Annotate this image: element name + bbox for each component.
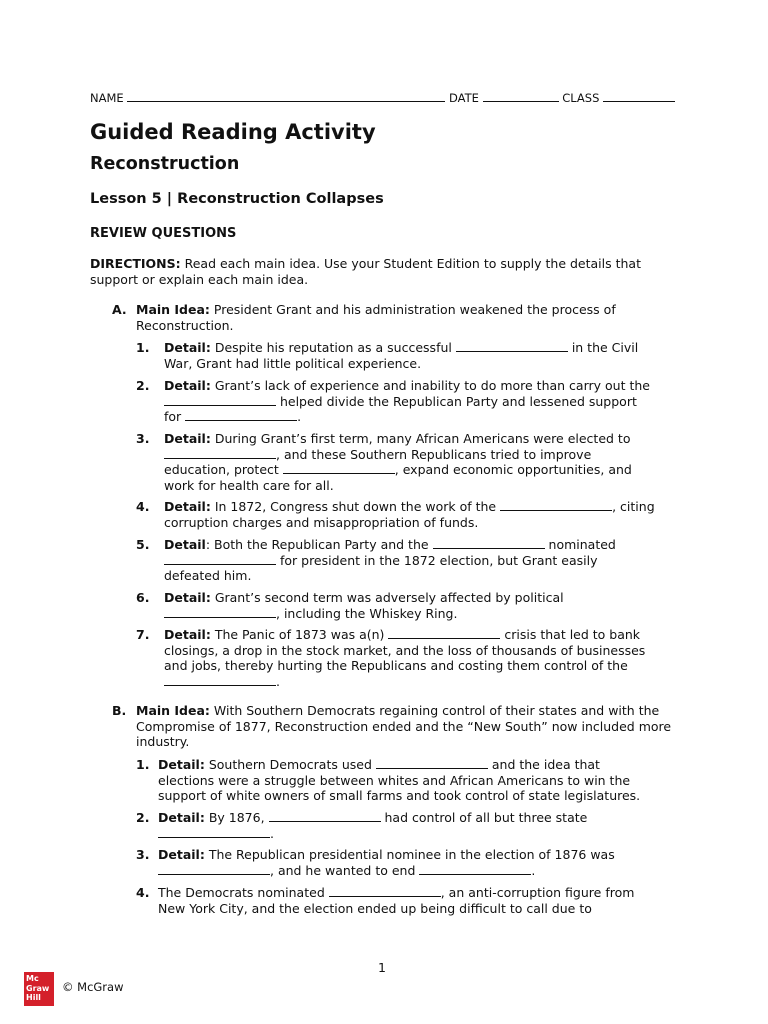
detail-label: Detail bbox=[164, 537, 206, 552]
detail-number: 2. bbox=[136, 810, 150, 825]
section-heading: REVIEW QUESTIONS bbox=[90, 226, 237, 241]
detail-b3 bbox=[136, 847, 656, 878]
detail-label: Detail: bbox=[164, 627, 211, 642]
name-field[interactable] bbox=[127, 91, 445, 102]
answer-blank[interactable] bbox=[164, 554, 276, 565]
detail-text: , citing corruption charges and misappropriation of funds. bbox=[164, 499, 655, 530]
detail-b2 bbox=[136, 810, 656, 841]
answer-blank[interactable] bbox=[388, 628, 500, 639]
main-idea-b bbox=[112, 703, 682, 750]
detail-b4 bbox=[136, 885, 656, 916]
detail-b1 bbox=[136, 757, 656, 804]
detail-label: Detail: bbox=[158, 847, 205, 862]
directions bbox=[90, 256, 680, 287]
answer-blank[interactable] bbox=[283, 463, 395, 474]
detail-label: Detail: bbox=[164, 590, 211, 605]
detail-text: Southern Democrats used bbox=[204, 757, 376, 772]
detail-a5 bbox=[136, 537, 656, 584]
answer-blank[interactable] bbox=[164, 395, 276, 406]
detail-text: . bbox=[276, 673, 280, 689]
mcgraw-hill-logo: Mc Graw Hill bbox=[24, 972, 54, 1006]
answer-blank[interactable] bbox=[164, 448, 276, 459]
detail-text: , and these Southern Republicans tried to improve education, protect bbox=[164, 446, 592, 477]
main-idea-a bbox=[112, 302, 682, 333]
detail-text: . bbox=[270, 825, 274, 841]
detail-text: and the idea that elections were a struggle between whites and African Americans to win the support of white owners of small farms and took control of state legislatures. bbox=[158, 757, 641, 803]
detail-text: . bbox=[297, 409, 302, 424]
detail-text: . bbox=[531, 862, 536, 878]
directions-label: DIRECTIONS: bbox=[90, 256, 181, 271]
detail-text: , an anti-corruption figure from New York City, and the election ended up being difficult to call due to bbox=[158, 885, 635, 916]
detail-label: Detail: bbox=[158, 810, 205, 825]
main-idea-text: President Grant and his administration weakened the process of Reconstruction. bbox=[136, 302, 616, 333]
lesson-heading: Lesson 5 | Reconstruction Collapses bbox=[90, 191, 384, 207]
detail-number: 7. bbox=[136, 627, 150, 642]
detail-number: 3. bbox=[136, 431, 150, 446]
detail-text: Grant’s second term was adversely affected by political bbox=[210, 590, 564, 605]
detail-label: Detail: bbox=[158, 757, 205, 772]
detail-text: for president in the 1872 election, but Grant easily defeated him. bbox=[164, 552, 598, 583]
main-idea-text: With Southern Democrats regaining control of their states and with the Compromise of 1877, Reconstruction ended and the “New South” now included more industry. bbox=[136, 703, 672, 749]
detail-text: Grant’s lack of experience and inability to do more than carry out the bbox=[210, 378, 650, 393]
detail-text: , including the Whiskey Ring. bbox=[276, 605, 458, 621]
main-idea-letter: B. bbox=[112, 703, 127, 718]
detail-a6 bbox=[136, 590, 656, 621]
detail-label: Detail: bbox=[164, 499, 211, 514]
detail-number: 4. bbox=[136, 499, 150, 514]
detail-a7 bbox=[136, 627, 656, 689]
detail-text: Despite his reputation as a successful bbox=[210, 340, 456, 355]
student-info-line bbox=[90, 91, 690, 105]
detail-number: 6. bbox=[136, 590, 150, 605]
directions-text: Read each main idea. Use your Student Edition to supply the details that support or explain each main idea. bbox=[90, 256, 641, 287]
copyright: © McGraw bbox=[62, 980, 124, 994]
answer-blank[interactable] bbox=[329, 886, 441, 897]
detail-a1 bbox=[136, 340, 656, 371]
name-label: NAME bbox=[90, 91, 124, 105]
main-idea-label: Main Idea: bbox=[136, 703, 210, 718]
detail-text: crisis that led to bank closings, a drop in the stock market, and the loss of thousands of businesses and jobs, thereby hurting the Republicans and costing them control of the bbox=[164, 627, 646, 673]
detail-label: Detail: bbox=[164, 431, 211, 446]
detail-a2 bbox=[136, 378, 656, 425]
date-label: DATE bbox=[448, 91, 479, 105]
class-label: CLASS bbox=[562, 91, 600, 105]
date-field[interactable] bbox=[483, 91, 559, 102]
detail-text: nominated bbox=[544, 537, 616, 552]
answer-blank[interactable] bbox=[158, 864, 270, 875]
detail-text: , and he wanted to end bbox=[270, 862, 420, 878]
answer-blank[interactable] bbox=[419, 864, 531, 875]
answer-blank[interactable] bbox=[164, 675, 276, 686]
detail-text: The Republican presidential nominee in the election of 1876 was bbox=[204, 847, 615, 862]
answer-blank[interactable] bbox=[500, 500, 612, 511]
page-title: Guided Reading Activity bbox=[90, 120, 376, 144]
detail-text: The Panic of 1873 was a(n) bbox=[210, 627, 389, 642]
page-subtitle: Reconstruction bbox=[90, 154, 240, 174]
class-field[interactable] bbox=[603, 91, 675, 102]
detail-number: 1. bbox=[136, 340, 150, 355]
answer-blank[interactable] bbox=[185, 410, 297, 421]
detail-text: helped divide the Republican Party and lessened support for bbox=[164, 393, 637, 424]
detail-text: During Grant’s first term, many African Americans were elected to bbox=[210, 431, 631, 446]
detail-number: 5. bbox=[136, 537, 150, 552]
detail-text: The Democrats nominated bbox=[158, 885, 329, 900]
detail-number: 2. bbox=[136, 378, 150, 393]
detail-label: Detail: bbox=[164, 378, 211, 393]
answer-blank[interactable] bbox=[376, 758, 488, 769]
main-idea-label: Main Idea: bbox=[136, 302, 210, 317]
answer-blank[interactable] bbox=[433, 538, 545, 549]
detail-a3 bbox=[136, 431, 656, 493]
detail-text: In 1872, Congress shut down the work of the bbox=[210, 499, 501, 514]
detail-number: 1. bbox=[136, 757, 150, 772]
detail-text: By 1876, bbox=[204, 810, 269, 825]
main-idea-letter: A. bbox=[112, 302, 127, 317]
answer-blank[interactable] bbox=[158, 827, 270, 838]
page-number: 1 bbox=[378, 960, 386, 975]
detail-number: 3. bbox=[136, 847, 150, 862]
detail-text: in the Civil War, Grant had little political experience. bbox=[164, 340, 639, 371]
detail-text: had control of all but three state bbox=[380, 810, 588, 825]
answer-blank[interactable] bbox=[456, 341, 568, 352]
detail-text: : Both the Republican Party and the bbox=[205, 537, 433, 552]
answer-blank[interactable] bbox=[164, 607, 276, 618]
answer-blank[interactable] bbox=[269, 811, 381, 822]
detail-a4 bbox=[136, 499, 656, 530]
detail-text: , expand economic opportunities, and work for health care for all. bbox=[164, 462, 632, 493]
detail-label: Detail: bbox=[164, 340, 211, 355]
detail-number: 4. bbox=[136, 885, 150, 900]
